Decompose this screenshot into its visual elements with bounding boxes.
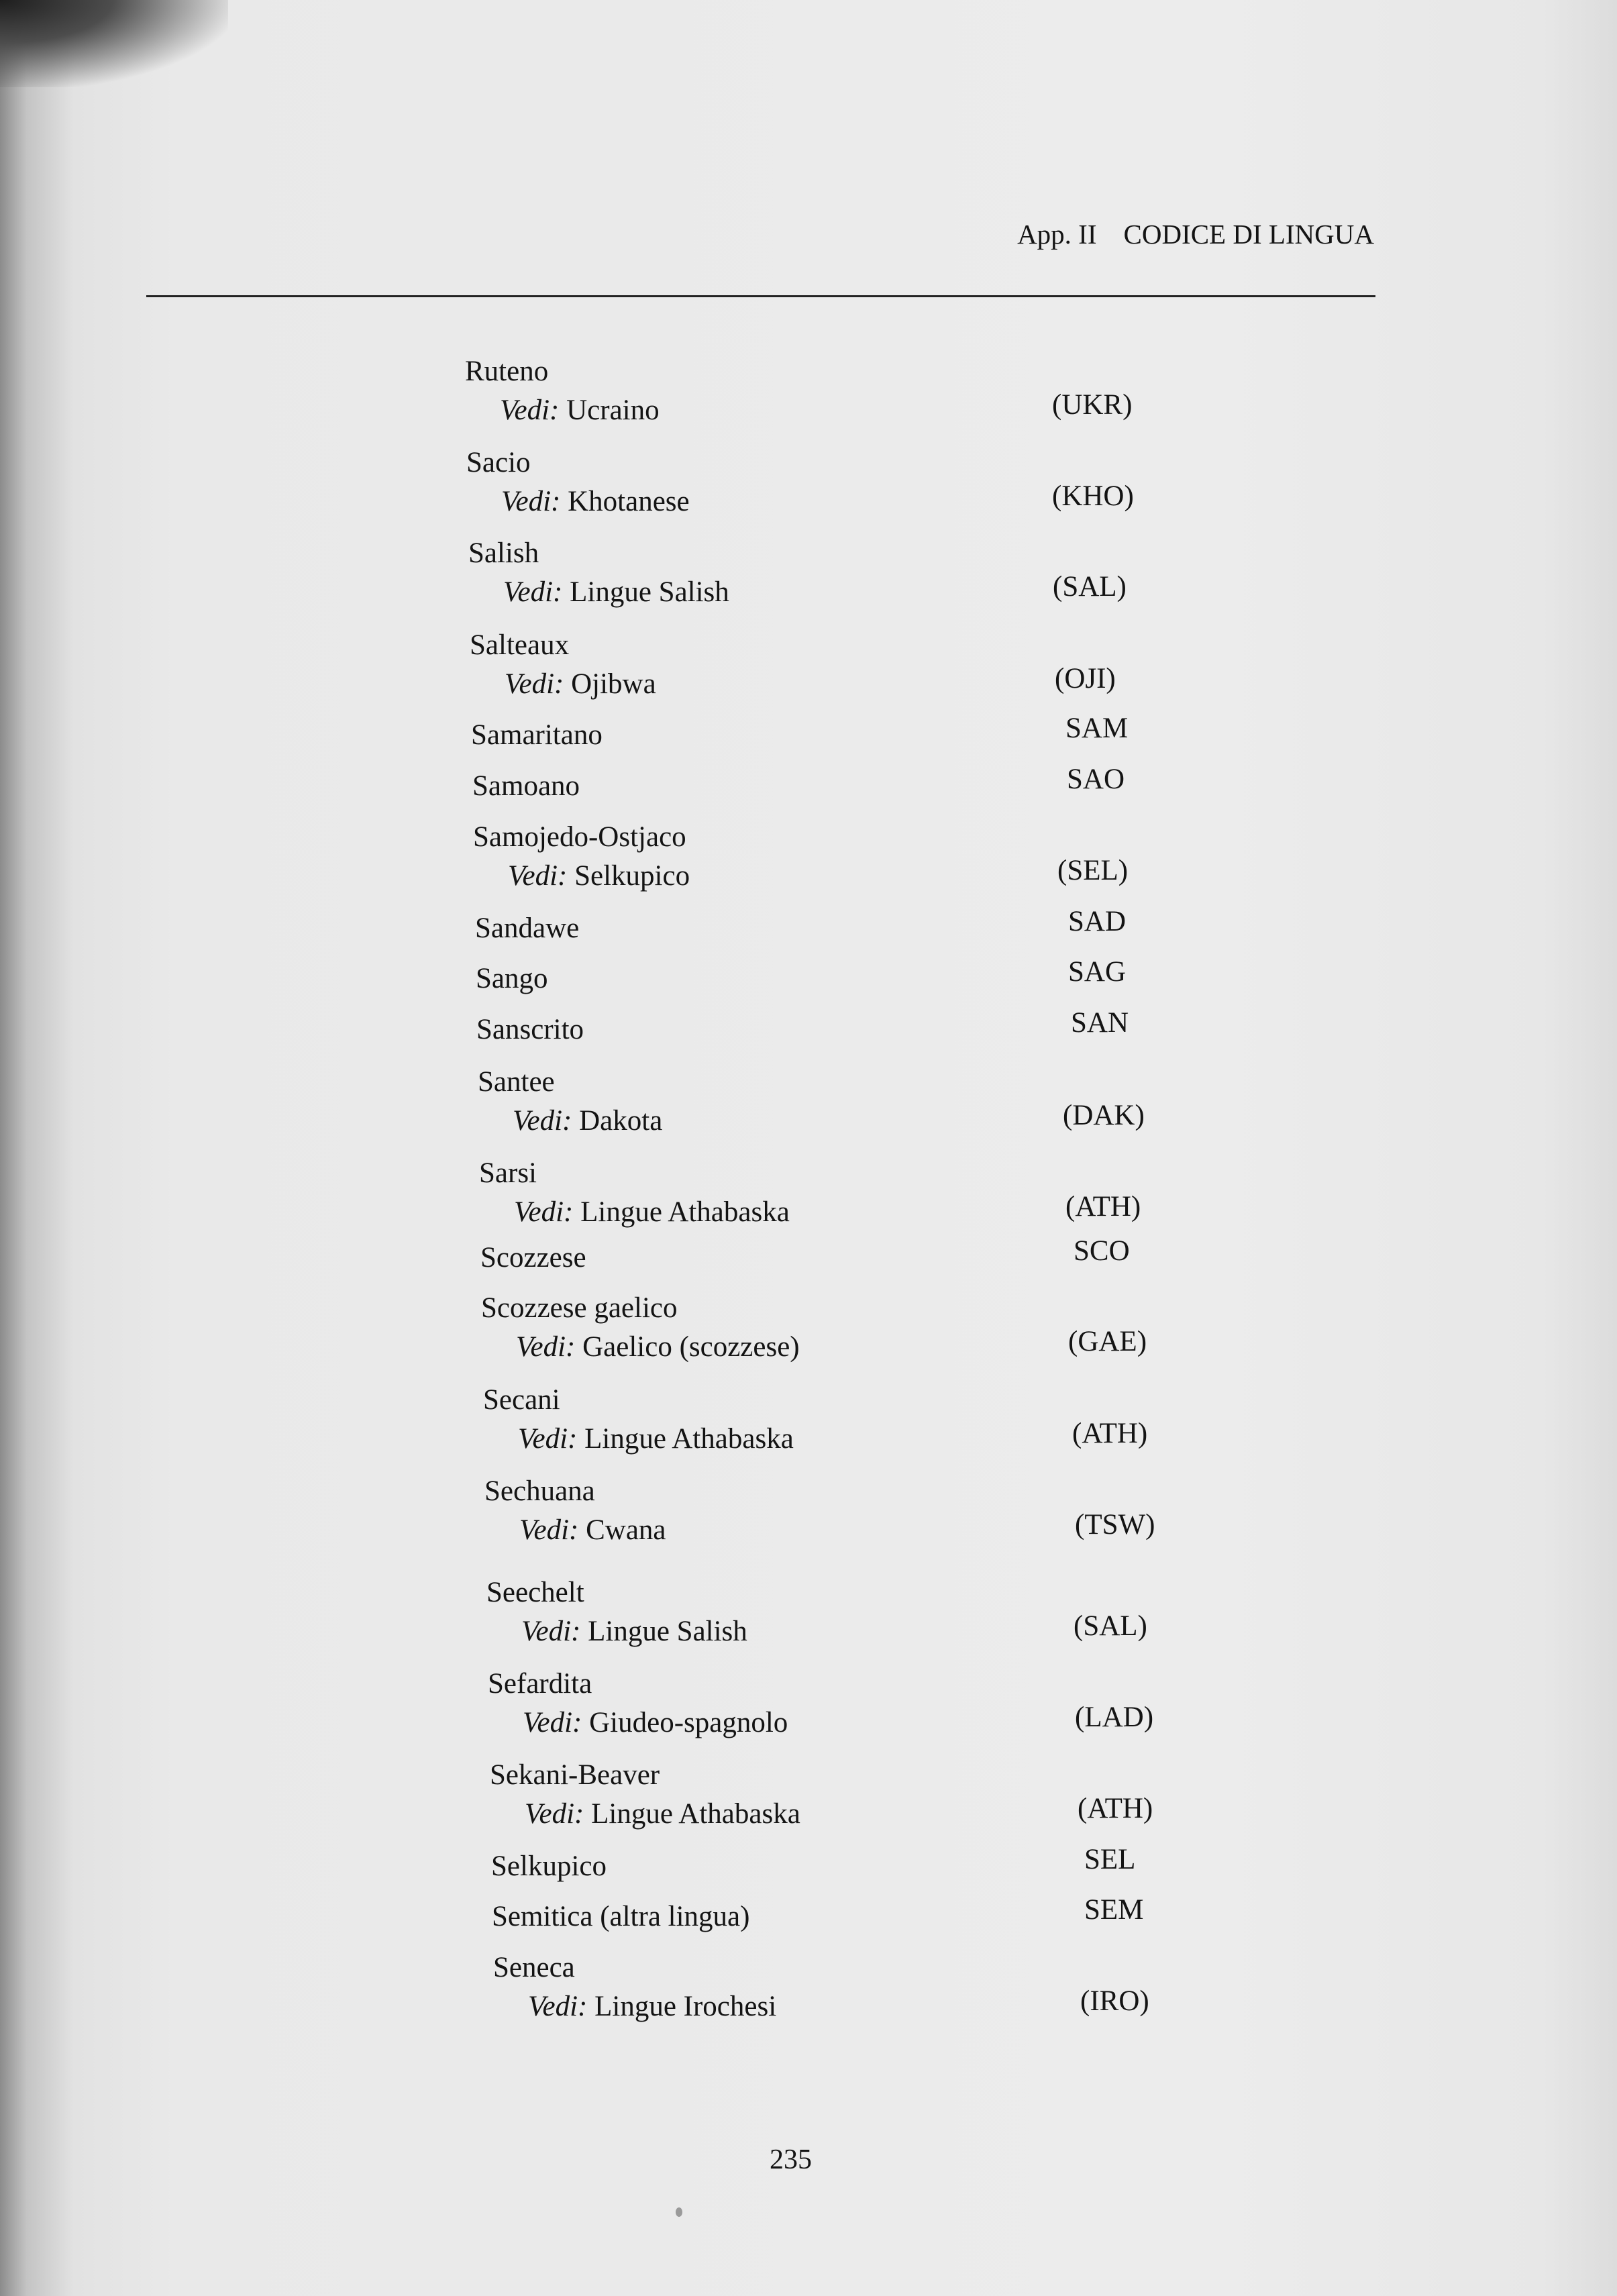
see-target: Ucraino [566, 395, 660, 426]
entry-term: Sango [476, 963, 548, 994]
entry-see-reference [508, 862, 690, 890]
entry-see-reference [518, 1424, 794, 1453]
see-prefix: Vedi: [523, 1707, 582, 1738]
entry-term: Sechuana [484, 1475, 595, 1507]
see-target: Lingue Athabaska [580, 1196, 790, 1228]
entry-term: Scozzese gaelico [481, 1292, 678, 1324]
entry-code: (ATH) [1065, 1191, 1141, 1222]
entry-term: Salteaux [470, 629, 570, 661]
see-target: Cwana [586, 1514, 666, 1546]
entry-see-reference [513, 1106, 662, 1135]
entry-code: (SAL) [1053, 571, 1127, 603]
see-prefix: Vedi: [503, 576, 563, 608]
entry-term: Semitica (altra lingua) [492, 1901, 750, 1932]
entry-code: SAN [1071, 1007, 1129, 1039]
entry-code: (UKR) [1052, 389, 1133, 421]
entry-see-reference [521, 1617, 747, 1646]
see-prefix: Vedi: [519, 1514, 579, 1546]
entry-code: (GAE) [1068, 1326, 1147, 1357]
entry-code: SEM [1084, 1894, 1144, 1926]
entry-term: Ruteno [465, 356, 549, 387]
see-target: Gaelico (scozzese) [582, 1331, 800, 1363]
see-target: Dakota [579, 1105, 663, 1137]
see-target: Lingue Athabaska [584, 1423, 794, 1455]
entry-see-reference [519, 1516, 666, 1545]
see-prefix: Vedi: [528, 1991, 588, 2022]
entry-code: SAD [1068, 906, 1127, 937]
entry-see-reference [514, 1198, 790, 1227]
entry-term: Samoano [472, 770, 580, 802]
page-number: 235 [770, 2144, 812, 2175]
entry-code: SAG [1068, 956, 1127, 988]
entry-see-reference [516, 1333, 800, 1361]
see-prefix: Vedi: [501, 486, 561, 517]
entry-see-reference [505, 670, 656, 698]
entry-see-reference [503, 578, 729, 607]
entry-term: Sandawe [475, 912, 580, 944]
see-target: Lingue Irochesi [594, 1991, 777, 2022]
see-prefix: Vedi: [505, 668, 564, 700]
entry-see-reference [525, 1799, 800, 1828]
entry-see-reference [501, 487, 690, 516]
see-prefix: Vedi: [525, 1798, 584, 1830]
entry-code: SAO [1067, 764, 1125, 795]
entry-term: Santee [478, 1066, 555, 1098]
entry-code: (DAK) [1063, 1100, 1145, 1131]
see-prefix: Vedi: [521, 1616, 581, 1647]
entry-term: Sarsi [479, 1157, 537, 1189]
entry-code: (SAL) [1074, 1610, 1147, 1642]
entry-term: Seechelt [486, 1577, 584, 1608]
see-target: Lingue Salish [570, 576, 729, 608]
entry-term: Sanscrito [476, 1014, 584, 1045]
entry-term: Scozzese [480, 1242, 586, 1273]
entry-code: (ATH) [1078, 1793, 1153, 1824]
entry-code: (OJI) [1055, 663, 1116, 694]
paper-speck [676, 2207, 682, 2217]
entry-term: Samojedo-Ostjaco [473, 821, 686, 853]
entry-see-reference [528, 1992, 776, 2021]
see-target: Khotanese [568, 486, 690, 517]
entry-code: (ATH) [1072, 1418, 1148, 1449]
entry-term: Secani [483, 1384, 560, 1416]
see-target: Lingue Athabaska [591, 1798, 800, 1830]
see-prefix: Vedi: [516, 1331, 576, 1363]
see-prefix: Vedi: [514, 1196, 574, 1228]
entry-term: Seneca [493, 1952, 575, 1983]
entry-term: Samaritano [471, 719, 603, 751]
see-prefix: Vedi: [508, 860, 568, 892]
entry-see-reference [500, 396, 660, 425]
entry-code: (IRO) [1080, 1985, 1149, 2017]
entry-code: SCO [1074, 1235, 1130, 1267]
entry-term: Sacio [466, 447, 531, 478]
entry-see-reference [523, 1708, 788, 1737]
see-target: Selkupico [574, 860, 690, 892]
entry-term: Sefardita [488, 1668, 592, 1700]
see-prefix: Vedi: [518, 1423, 578, 1455]
appendix-label: App. II [1017, 219, 1097, 250]
entry-code: SEL [1084, 1844, 1136, 1875]
see-target: Giudeo-spagnolo [589, 1707, 788, 1738]
see-target: Lingue Salish [588, 1616, 747, 1647]
entry-term: Salish [468, 537, 539, 569]
entry-code: (KHO) [1052, 480, 1134, 512]
see-prefix: Vedi: [513, 1105, 572, 1137]
see-prefix: Vedi: [500, 395, 560, 426]
entry-code: (TSW) [1075, 1509, 1155, 1541]
entry-term: Selkupico [491, 1850, 607, 1882]
entry-code: (SEL) [1057, 855, 1129, 886]
see-target: Ojibwa [571, 668, 656, 700]
entry-term: Sekani-Beaver [490, 1759, 660, 1791]
header-title: CODICE DI LINGUA [1123, 219, 1374, 250]
entry-code: (LAD) [1075, 1702, 1154, 1733]
entry-code: SAM [1065, 713, 1129, 744]
